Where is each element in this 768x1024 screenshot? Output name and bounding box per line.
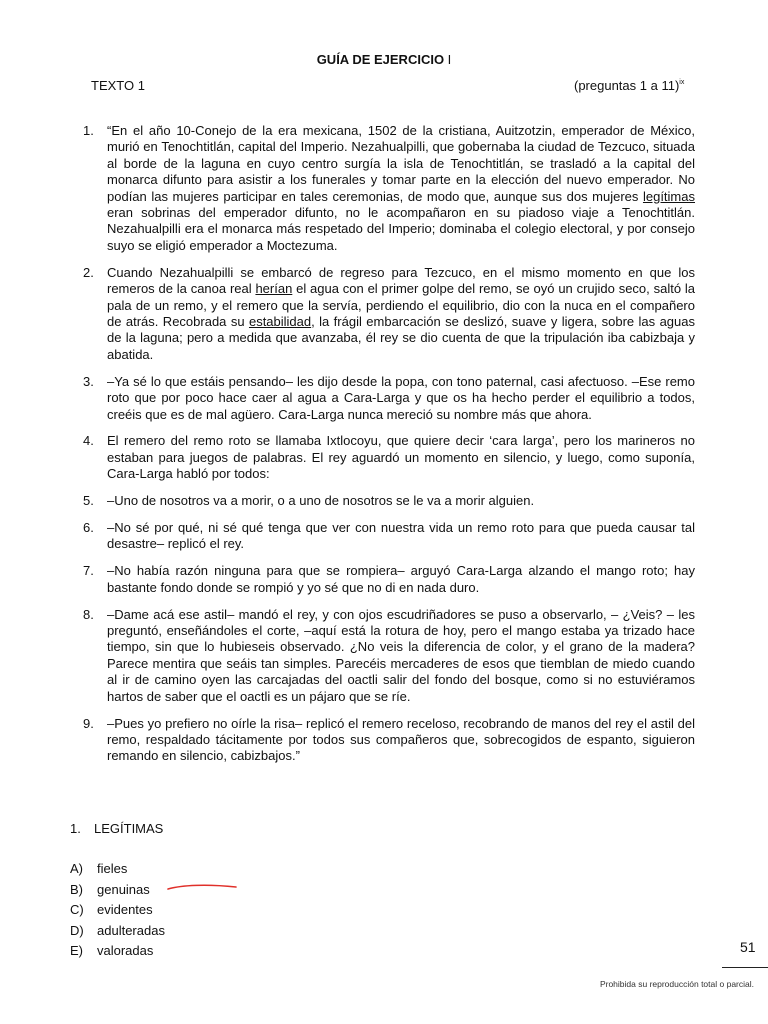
- paragraph: [83, 433, 695, 482]
- reading-text: [83, 123, 695, 775]
- questions-range-text: (preguntas 1 a 11): [574, 78, 680, 93]
- question-word: LEGÍTIMAS: [94, 821, 164, 836]
- answer-option: [70, 943, 165, 964]
- paragraph-text: eran sobrinas del emperador difunto, no le acompañaron en su piadoso viaje a Tenochtitlán. Nezahualpilli era el monarca más respetado del Imperio; dominaba el colegio electoral, y por consejo suyo se eligió emperador a Moctezuma.: [107, 205, 695, 253]
- paragraph-number: 9.: [83, 715, 94, 731]
- option-text: evidentes: [97, 902, 153, 917]
- paragraph: [83, 493, 695, 509]
- paragraph-number: 2.: [83, 264, 94, 280]
- paragraph-number: 5.: [83, 493, 94, 509]
- paragraph-text: –Uno de nosotros va a morir, o a uno de nosotros se le va a morir alguien.: [107, 493, 535, 509]
- red-underline-mark: [167, 883, 237, 891]
- title-suffix: I: [444, 52, 452, 67]
- paragraph-number: 4.: [83, 433, 94, 449]
- paragraph-number: 7.: [83, 563, 94, 579]
- answer-option: [70, 902, 165, 923]
- questions-range: [574, 78, 684, 93]
- underlined-word: herían: [255, 281, 293, 297]
- question-number: 1.: [70, 821, 81, 836]
- paragraph: [83, 563, 695, 596]
- answer-option: [70, 882, 165, 903]
- answer-option: [70, 861, 165, 882]
- paragraph-text: –Pues yo prefiero no oírle la risa– replicó el remero receloso, recobrando de manos del rey el astil del remo, respaldado tácitamente por todos sus compañeros que, sobrecogidos de espanto, siguieron remando en silencio, cabizbajos.”: [107, 715, 695, 764]
- option-letter: A): [70, 861, 83, 876]
- text-label: TEXTO 1: [91, 78, 145, 93]
- paragraph-number: 3.: [83, 373, 94, 389]
- answer-option: [70, 923, 165, 944]
- paragraph-text: , la frágil embarcación se deslizó, suave y ligera, sobre las aguas de la laguna; pero a medida que avanzaba, él rey se dio cuenta de que la tripulación iba cabizbaja y abatida.: [107, 313, 695, 362]
- paragraph-text: –Ya sé lo que estáis pensando– les dijo desde la popa, con tono paternal, casi afectuoso. –Ese remo roto que por poco hace caer al agua a Cara-Larga y que os ha hecho perder el equilibrio a todos, creéis que es de mal agüero. Cara-Larga nunca mereció su nombre más que ahora.: [107, 373, 695, 422]
- paragraph: [83, 374, 695, 423]
- paragraph: [83, 123, 695, 254]
- answer-options: [70, 861, 165, 964]
- paragraph: [83, 265, 695, 363]
- option-text: adulteradas: [97, 922, 165, 938]
- footer-note: Prohibida su reproducción total o parcial.: [599, 979, 754, 989]
- paragraph-text: El remero del remo roto se llamaba Ixtlocoyu, que quiere decir ‘cara larga’, pero los marineros no estaban para juegos de palabras. El rey aguardó un momento en silencio, y luego, como suponía, Cara-Larga habló por todos:: [107, 433, 695, 482]
- underlined-word: legítimas: [642, 188, 695, 204]
- question-title: [70, 821, 163, 836]
- option-letter: D): [70, 922, 84, 938]
- option-letter: E): [70, 943, 83, 958]
- paragraph-number: 1.: [83, 123, 94, 138]
- option-letter: C): [70, 902, 84, 917]
- option-text: fieles: [97, 861, 128, 876]
- title-main: GUÍA DE EJERCICIO: [316, 52, 445, 67]
- option-text: valoradas: [97, 943, 154, 958]
- paragraph-text: –No había razón ninguna para que se rompiera– arguyó Cara-Larga alzando el mango roto; hay bastante fondo donde se rompió y yo sé que no di en nada duro.: [107, 563, 695, 595]
- paragraph: [83, 607, 695, 705]
- paragraph: [83, 716, 695, 765]
- option-letter: B): [70, 881, 83, 897]
- option-text: genuinas: [97, 881, 150, 897]
- paragraph-text: Cuando Nezahualpilli se embarcó de regreso para Tezcuco, en el mismo momento en que los remeros de la canoa real: [107, 264, 695, 297]
- paragraph-text: “En el año 10-Conejo de la era mexicana, 1502 de la cristiana, Auitzotzin, emperador de México, murió en Tenochtitlán, capital del Imperio. Nezahualpilli, que gobernaba la ciudad de Tezcuco, situada al borde de la laguna en cuyo centro surgía la isla de Tenochtitlán, se trasladó a la capital del monarca difunto para asistir a los funerales y tomar parte en la elección del nuevo emperador. No podían las mujeres participar en tales ceremonias, de modo que, aunque sus dos mujeres: [107, 123, 695, 204]
- underlined-word: estabilidad: [248, 313, 312, 329]
- paragraph: [83, 520, 695, 553]
- paragraph-number: 8.: [83, 606, 94, 622]
- page-title: [0, 52, 768, 67]
- paragraph-number: 6.: [83, 520, 94, 536]
- page-number: 51: [740, 939, 756, 955]
- paragraph-text: –No sé por qué, ni sé qué tenga que ver con nuestra vida un remo roto para que pueda causar tal desastre– replicó el rey.: [107, 520, 695, 552]
- page-number-rule: [722, 967, 768, 968]
- questions-range-sup: ix: [679, 79, 685, 86]
- paragraph-text: el agua con el primer golpe del remo, se oyó un crujido seco, saltó la pala de un remo, y el remero que la servía, perdiendo el equilibrio, dio con la nuca en el compañero de atrás. Recobrada su: [107, 281, 695, 329]
- paragraph-text: –Dame acá ese astil– mandó el rey, y con ojos escudriñadores se puso a observarlo, – ¿Veis? – les preguntó, enseñándoles el corte, –aquí está la rotura de hoy, pero el mango estaba ya trizado hace tiempo, sin que lo hubieseis observado. ¿No veis la diferencia de color, y el grano de la madera? Parece mentira que seáis tan simples. Parecéis mercaderes de esos que tiemblan de miedo cuando al ir de camino oyen las carcajadas del oactli salir del fondo del bosque, como si no estuviéramos hartos de saber que el oactli es un pájaro que se ríe.: [107, 606, 695, 704]
